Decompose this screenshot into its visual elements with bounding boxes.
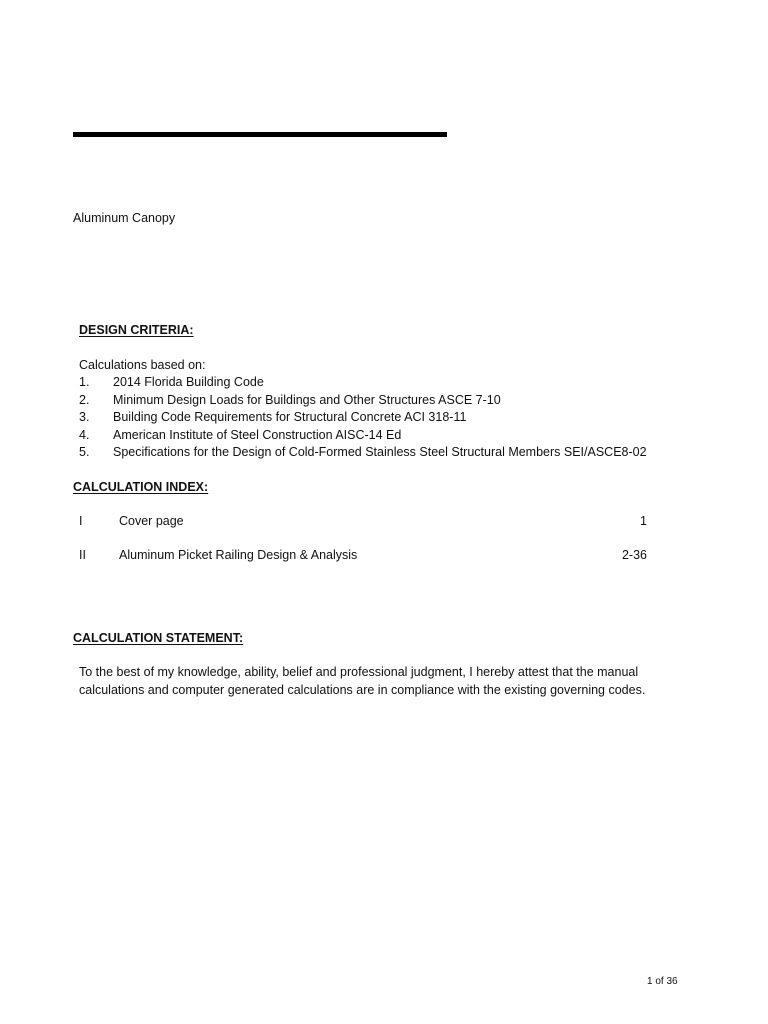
criteria-text: American Institute of Steel Construction AISC-14 Ed <box>113 427 402 442</box>
criteria-text: 2014 Florida Building Code <box>113 375 264 389</box>
design-criteria-intro: Calculations based on: <box>79 358 206 372</box>
criteria-number: 4. <box>79 427 90 442</box>
index-row <box>79 513 659 531</box>
criteria-number: 3. <box>79 410 90 424</box>
calculation-statement-heading: CALCULATION STATEMENT: <box>73 631 244 645</box>
index-page-range: 2-36 <box>621 548 647 562</box>
criteria-number: 2. <box>79 392 90 407</box>
index-section-title: Cover page <box>119 514 184 528</box>
calculation-statement-body <box>79 664 679 699</box>
statement-line: To the best of my knowledge, ability, belief and professional judgment, I hereby attest that the manual <box>79 665 639 679</box>
statement-line: calculations and computer generated calculations are in compliance with the existing governing codes. <box>79 682 646 697</box>
criteria-text: Minimum Design Loads for Buildings and Other Structures ASCE 7-10 <box>113 392 501 407</box>
calculation-index-heading: CALCULATION INDEX: <box>73 480 209 494</box>
project-title: Aluminum Canopy <box>73 211 176 225</box>
design-criteria-list <box>79 374 647 462</box>
criteria-text: Building Code Requirements for Structural Concrete ACI 318-11 <box>113 410 467 424</box>
criteria-item <box>79 409 647 427</box>
criteria-text: Specifications for the Design of Cold-Formed Stainless Steel Structural Members SEI/ASCE8-02 <box>113 445 647 459</box>
header-rule <box>73 132 447 137</box>
page-number: 1 of 36 <box>647 976 678 987</box>
criteria-number: 1. <box>79 375 90 389</box>
criteria-item <box>79 392 647 410</box>
criteria-item <box>79 444 647 462</box>
index-page-range: 1 <box>640 514 647 528</box>
criteria-item <box>79 427 647 445</box>
design-criteria-heading: DESIGN CRITERIA: <box>79 323 194 337</box>
index-section-title: Aluminum Picket Railing Design & Analysis <box>119 548 358 562</box>
criteria-item <box>79 374 647 392</box>
index-section-number: II <box>79 548 86 562</box>
index-section-number: I <box>79 514 83 528</box>
criteria-number: 5. <box>79 445 90 459</box>
index-row <box>79 547 659 565</box>
